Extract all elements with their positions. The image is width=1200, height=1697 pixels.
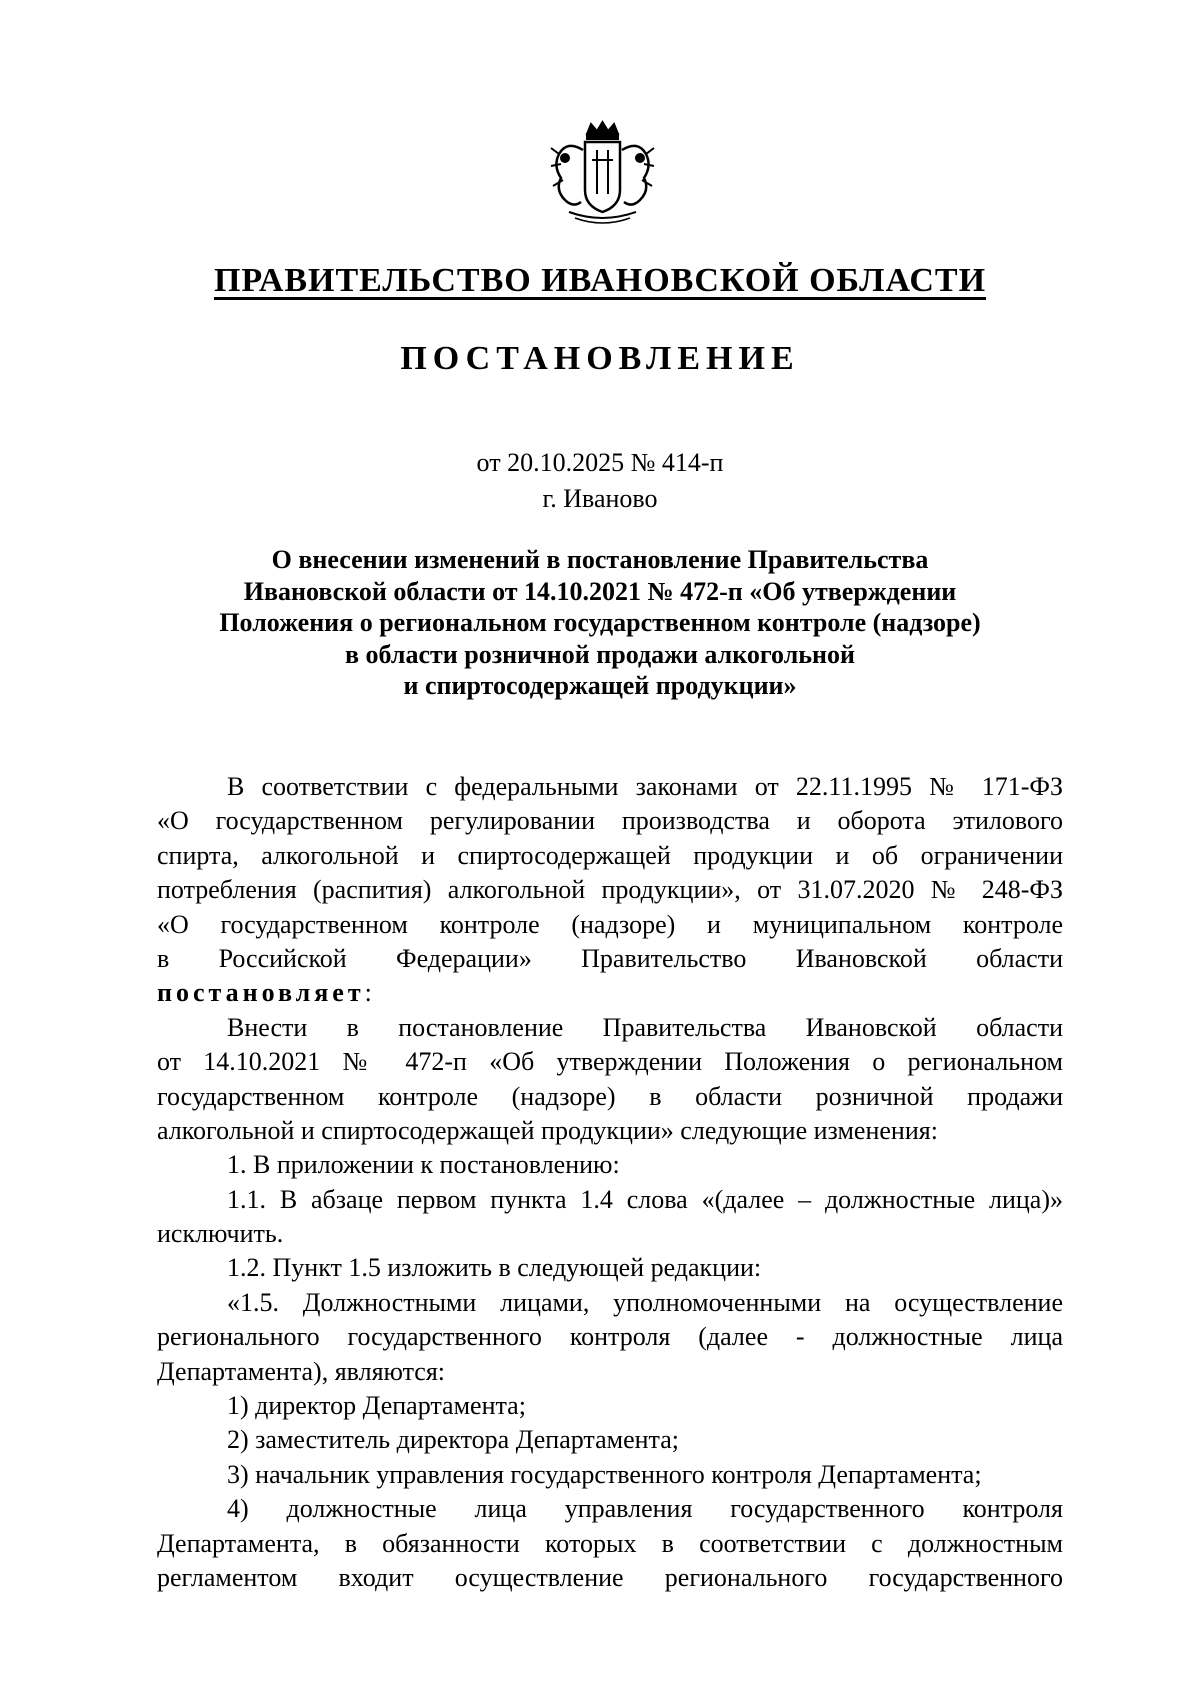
subject-line: Положения о региональном государственном контроле (надзоре)	[219, 608, 981, 637]
body-line: Департамента, в обязанности которых в соответствии с должностным	[157, 1528, 1063, 1558]
city: г. Иваново	[542, 484, 658, 513]
body-line: потребления (распития) алкогольной продукции», от 31.07.2020 № 248-ФЗ	[157, 875, 1063, 905]
body-line: алкогольной и спиртосодержащей продукции» следующие изменения:	[157, 1115, 938, 1145]
organization-title-text: ПРАВИТЕЛЬСТВО ИВАНОВСКОЙ ОБЛАСТИ	[213, 262, 987, 299]
body-line: регионального государственного контроля (далее - должностные лица	[157, 1322, 1063, 1352]
body-line: 4) должностные лица управления государственного контроля	[227, 1494, 1063, 1524]
body-line: государственном контроле (надзоре) в области розничной продажи	[157, 1081, 1063, 1111]
resolves-line	[157, 976, 1063, 1010]
body-line: 3) начальник управления государственного контроля Департамента;	[227, 1459, 982, 1489]
body-line: «О государственном регулировании производства и оборота этилового	[157, 806, 1063, 836]
body-line: В соответствии с федеральными законами от 22.11.1995 № 171-ФЗ	[227, 772, 1063, 801]
subject-line: в области розничной продажи алкогольной	[344, 639, 855, 669]
body-line: 1.1. В абзаце первом пункта 1.4 слова «(далее – должностные лица)»	[227, 1184, 1063, 1214]
document-subject	[0, 544, 1200, 702]
body-line: 1. В приложении к постановлению:	[227, 1150, 620, 1180]
document-meta	[0, 445, 1200, 517]
subject-line: О внесении изменений в постановление Правительства	[271, 545, 929, 574]
organization-title	[0, 262, 1200, 300]
body-line: Внести в постановление Правительства Ивановской области	[227, 1012, 1063, 1042]
document-type: ПОСТАНОВЛЕНИЕ	[400, 340, 800, 377]
date-number: от 20.10.2025 № 414-п	[476, 448, 724, 477]
resolves-colon: :	[364, 978, 372, 1008]
coat-of-arms-icon	[545, 120, 660, 228]
subject-line: и спиртосодержащей продукции»	[403, 671, 797, 700]
body-line: «О государственном контроле (надзоре) и муниципальном контроле	[157, 909, 1063, 939]
subject-line: Ивановской области от 14.10.2021 № 472-п «Об утверждении	[243, 576, 957, 606]
body-line: регламентом входит осуществление регионального государственного	[157, 1562, 1063, 1592]
body-line: Департамента), являются:	[157, 1356, 446, 1386]
document-body	[157, 770, 1063, 1595]
body-line: исключить.	[157, 1219, 284, 1249]
body-line: 1) директор Департамента;	[227, 1391, 526, 1421]
resolves-word: постановляет	[157, 978, 365, 1008]
body-line: 2) заместитель директора Департамента;	[227, 1425, 679, 1455]
body-line: 1.2. Пункт 1.5 изложить в следующей редакции:	[227, 1253, 762, 1283]
body-line: в Российской Федерации» Правительство Ивановской области	[157, 943, 1063, 973]
body-line: спирта, алкогольной и спиртосодержащей продукции и об ограничении	[157, 840, 1063, 870]
body-line: от 14.10.2021 № 472-п «Об утверждении Положения о региональном	[157, 1047, 1063, 1077]
body-line: «1.5. Должностными лицами, уполномоченными на осуществление	[227, 1287, 1063, 1317]
